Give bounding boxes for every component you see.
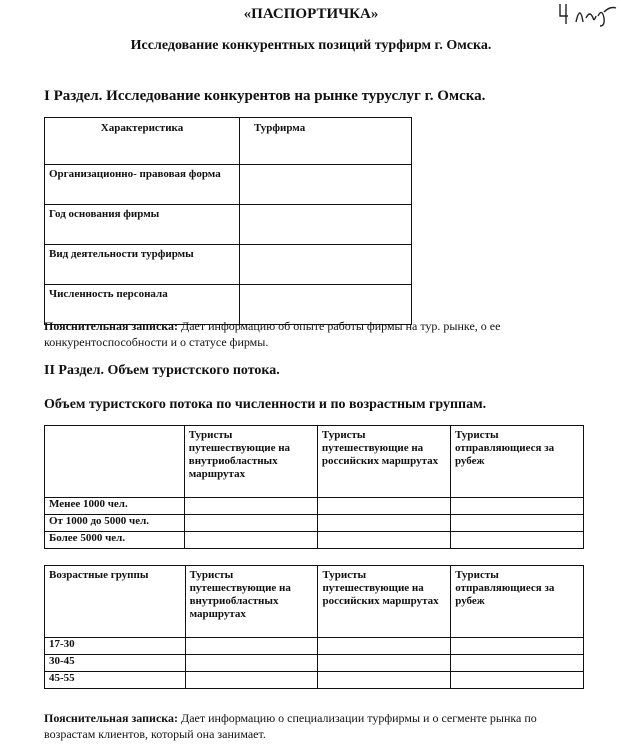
table-cell [185, 655, 318, 672]
table-cell [318, 655, 451, 672]
table-cell [451, 672, 584, 689]
column-header-firm: Турфирма [240, 118, 412, 165]
section-2-subheading: Объем туристского потока по численности и по возрастным группам. [44, 397, 487, 412]
table-cell [450, 498, 583, 515]
handwritten-signature [556, 0, 618, 28]
competitors-table [44, 117, 412, 325]
column-header-age-groups: Возрастные группы [45, 566, 186, 638]
document-title: «ПАСПОРТИЧКА» [243, 6, 379, 22]
table-cell [184, 515, 317, 532]
document-subtitle: Исследование конкурентных позиций турфирм г. Омска. [130, 38, 492, 53]
row-label-legal-form: Организационно- правовая форма [45, 165, 240, 205]
tourist-age-groups-table [44, 565, 584, 689]
table-cell [450, 532, 583, 549]
tourist-flow-size-table [44, 425, 584, 549]
column-header-characteristic: Характеристика [45, 118, 240, 165]
table-cell [185, 672, 318, 689]
row-label-activity: Вид деятельности турфирмы [45, 245, 240, 285]
column-header-abroad: Туристы отправляющиеся за рубеж [450, 426, 583, 498]
table-cell [317, 498, 450, 515]
section-2-note [44, 710, 584, 742]
note-label: Пояснительная записка: [44, 711, 179, 725]
note-text: Дает информацию об опыте работы фирмы на тур. рынке, о ее конкурентоспособности и о статусе фирмы. [44, 319, 501, 349]
row-label-size: От 1000 до 5000 чел. [45, 515, 185, 532]
column-header-russian: Туристы путешествующие на российских маршрутах [317, 426, 450, 498]
row-label-staff: Численность персонала [45, 285, 240, 325]
table-cell [318, 638, 451, 655]
row-label-size: Более 5000 чел. [45, 532, 185, 549]
table-cell [184, 532, 317, 549]
table-cell [184, 498, 317, 515]
note-text: Дает информацию о специализации турфирмы и о сегменте рынка по возрастам клиентов, который она занимает. [44, 711, 537, 741]
row-label-age: 45-55 [45, 672, 186, 689]
note-label: Пояснительная записка: [44, 319, 179, 333]
table-cell [317, 515, 450, 532]
column-header-abroad: Туристы отправляющиеся за рубеж [451, 566, 584, 638]
table-cell [450, 515, 583, 532]
table-cell [240, 245, 412, 285]
row-label-size: Менее 1000 чел. [45, 498, 185, 515]
table-cell [240, 205, 412, 245]
section-2-heading: II Раздел. Объем туристского потока. [44, 363, 280, 378]
row-label-age: 30-45 [45, 655, 186, 672]
table-cell [318, 672, 451, 689]
table-cell [451, 655, 584, 672]
section-1-heading: I Раздел. Исследование конкурентов на рынке туруслуг г. Омска. [44, 88, 486, 104]
table-corner-cell [45, 426, 185, 498]
table-cell [317, 532, 450, 549]
table-cell [451, 638, 584, 655]
column-header-regional: Туристы путешествующие на внутриобластных маршрутах [184, 426, 317, 498]
table-cell [185, 638, 318, 655]
column-header-russian: Туристы путешествующие на российских маршрутах [318, 566, 451, 638]
row-label-age: 17-30 [45, 638, 186, 655]
section-1-note [44, 318, 584, 350]
table-cell [240, 165, 412, 205]
column-header-regional: Туристы путешествующие на внутриобластных маршрутах [185, 566, 318, 638]
row-label-founded-year: Год основания фирмы [45, 205, 240, 245]
